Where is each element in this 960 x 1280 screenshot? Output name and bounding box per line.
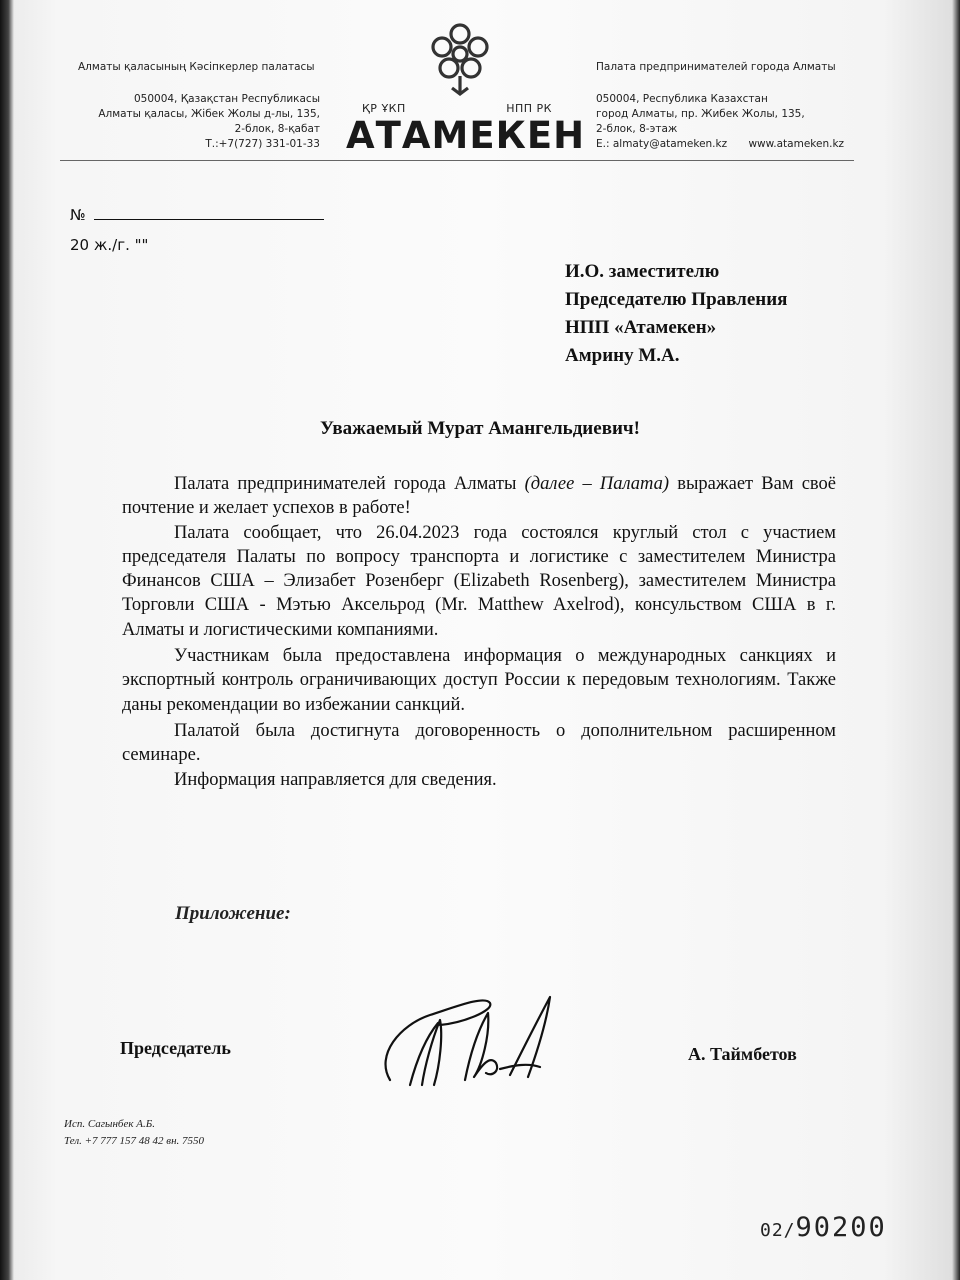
chairman-label: Председатель <box>120 1038 231 1058</box>
logo-sub-left: ҚР ҰКП <box>362 102 406 115</box>
header-left-org: Алматы қаласының Кәсіпкерлер палатасы <box>78 61 315 73</box>
logo-brand: АТАМЕКЕН <box>346 114 586 157</box>
header-divider <box>60 160 854 161</box>
outgoing-number-value: 90200 <box>795 1212 887 1243</box>
executor-block <box>64 1116 204 1150</box>
addressee-block <box>565 258 787 370</box>
scan-shadow-left <box>0 0 14 1280</box>
addressee-line: Председателю Правления <box>565 289 788 310</box>
signature-icon <box>370 985 570 1095</box>
header-right-address <box>596 92 896 152</box>
paragraph-agreement: Палатой была достигнута договоренность о дополнительном расширенном семинаре. <box>122 720 836 766</box>
registration-number <box>70 205 324 224</box>
date-prefix: 20 <box>70 236 90 254</box>
scan-shadow-right <box>952 0 960 1280</box>
header-left-phone: Т.:+7(727) 331-01-33 <box>205 138 320 150</box>
header-left-address <box>98 92 320 152</box>
date-suffix: ж./г. " <box>93 236 142 254</box>
letter-body <box>122 472 836 792</box>
registration-date <box>70 236 148 254</box>
date-quote: " <box>141 236 149 254</box>
header-right <box>596 60 896 152</box>
header-right-contacts <box>596 137 896 152</box>
addressee-line: Амрину М.А. <box>565 345 680 366</box>
header-left-address-line: Алматы қаласы, Жібек Жолы д-лы, 135, <box>98 108 320 120</box>
header-website: www.atameken.kz <box>748 138 845 150</box>
addressee-line: И.О. заместителю <box>565 261 720 282</box>
header-right-org: Палата предпринимателей города Алматы <box>596 61 836 73</box>
paragraph-round-table: Палата сообщает, что 26.04.2023 года состоялся круглый стол с участием председателя Палаты по вопросу транспорта и логистике с заместителем Министра Финансов США – Элизабет Розенберг (Elizabeth Rosenberg), заместителем Министра Торговли США - Мэтью Аксельрод (Mr. Matthew Axelrod), консульством США в г. Алматы и логистическими компаниями. <box>122 522 836 640</box>
ornament-logo-icon <box>430 22 490 98</box>
paragraph-sanctions: Участникам была предоставлена информация о международных санкциях и экспортный контроль ограничивающих доступ России к передовым технологиям. Также даны рекомендации во избежании санкций. <box>122 646 836 715</box>
signer-name: А. Таймбетов <box>688 1044 797 1064</box>
executor-name: Исп. Сагынбек А.Б. <box>64 1118 155 1130</box>
number-label: № <box>70 206 86 224</box>
header-right-address-line: 050004, Республика Казахстан <box>596 93 768 105</box>
atameken-logo <box>340 22 586 157</box>
header-email: E.: almaty@atameken.kz <box>596 138 728 150</box>
paragraph-intro-italic: (далее – Палата) <box>524 474 670 494</box>
outgoing-number-prefix: 02/ <box>760 1220 796 1241</box>
outgoing-number <box>760 1212 887 1243</box>
paragraph-information: Информация направляется для сведения. <box>174 769 497 790</box>
header-right-address-line: город Алматы, пр. Жибек Жолы, 135, <box>596 108 805 120</box>
header-left-address-line: 2-блок, 8-қабат <box>234 123 320 135</box>
paragraph-intro: Палата предпринимателей города Алматы (далее – Палата) выражает Вам своё почтение и желает успехов в работе! <box>122 474 836 519</box>
header-left-address-line: 050004, Қазақстан Республикасы <box>133 93 320 105</box>
logo-sub-right: НПП РК <box>506 102 552 115</box>
number-blank-line <box>94 205 324 220</box>
attachment-label: Приложение: <box>175 903 291 924</box>
addressee-line: НПП «Атамекен» <box>565 317 717 338</box>
header-right-address-line: 2-блок, 8-этаж <box>596 123 678 135</box>
executor-phone: Тел. +7 777 157 48 42 вн. 7550 <box>64 1135 205 1147</box>
greeting: Уважаемый Мурат Амангельдиевич! <box>320 418 640 439</box>
